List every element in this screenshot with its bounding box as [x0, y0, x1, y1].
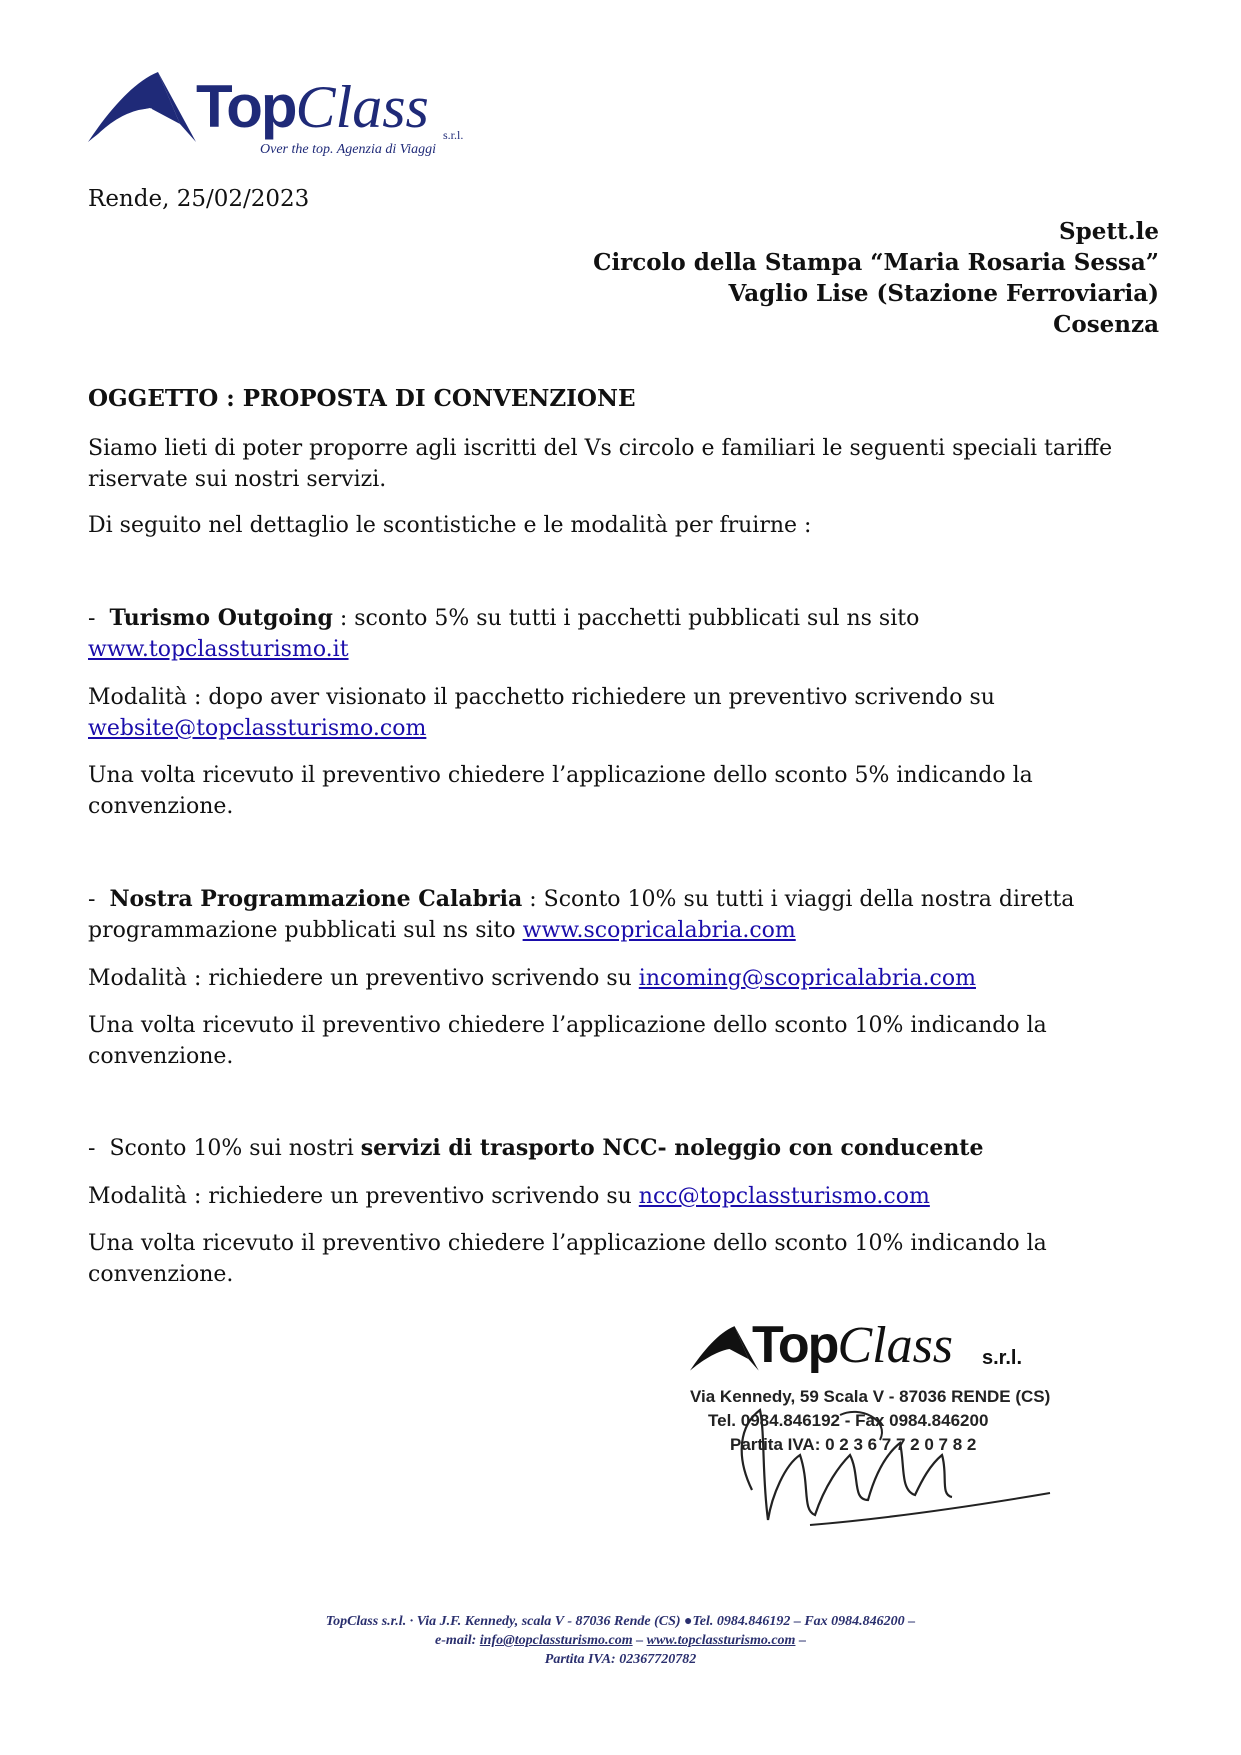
footer-website-link[interactable]: www.topclassturismo.com — [646, 1633, 796, 1648]
stamp-address: Via Kennedy, 59 Scala V - 87036 RENDE (CS) — [690, 1387, 1051, 1406]
company-stamp — [690, 1315, 1070, 1545]
stamp-wordmark: TopClass — [752, 1316, 954, 1374]
offer-note: Una volta ricevuto il preventivo chiedere l’applicazione dello sconto 10% indicando la convenzione. — [88, 1013, 1047, 1069]
topclassturismo-site-link[interactable]: www.topclassturismo.it — [88, 637, 349, 662]
incoming-email-link[interactable]: incoming@scopricalabria.com — [638, 966, 976, 991]
offer-mode: Modalità : richiedere un preventivo scrivendo su incoming@scopricalabria.com — [88, 966, 976, 991]
footer-vat: Partita IVA: 02367720782 — [544, 1652, 697, 1667]
recipient-line: Cosenza — [1053, 311, 1159, 338]
letter-date: Rende, 25/02/2023 — [88, 186, 310, 212]
intro-paragraph: Siamo lieti di poter proporre agli iscritti del Vs circolo e familiari le seguenti speciali tariffe riservate sui nostri servizi. — [88, 436, 1113, 492]
recipient-line: Vaglio Lise (Stazione Ferroviaria) — [728, 280, 1159, 307]
stamp-vat: Partita IVA: 0 2 3 6 7 7 2 0 7 8 2 — [730, 1435, 977, 1454]
offer-note: Una volta ricevuto il preventivo chiedere l’applicazione dello sconto 5% indicando la convenzione. — [88, 763, 1033, 819]
recipient-line: Spett.le — [1059, 218, 1159, 245]
shark-fin-logo-icon — [88, 72, 198, 144]
offer-title: Turismo Outgoing — [109, 605, 333, 631]
footer-contacts: e-mail: info@topclassturismo.com – www.topclassturismo.com – — [435, 1633, 806, 1648]
footer-email-link[interactable]: info@topclassturismo.com — [479, 1633, 633, 1648]
intro-paragraph: Di seguito nel dettaglio le scontistiche e le modalità per fruirne : — [88, 513, 812, 538]
footer-address: TopClass s.r.l. · Via J.F. Kennedy, scala V - 87036 Rende (CS) ●Tel. 0984.846192 – Fax 0984.846200 – — [325, 1614, 916, 1629]
stamp-phone: Tel. 0984.846192 - Fax 0984.846200 — [708, 1411, 989, 1430]
letter-footer — [0, 1612, 1241, 1669]
offer-title: Nostra Programmazione Calabria — [109, 886, 523, 912]
website-email-link[interactable]: website@topclassturismo.com — [88, 716, 427, 741]
stamp-srl: s.r.l. — [982, 1347, 1023, 1369]
logo-wordmark: TopClass — [196, 73, 429, 140]
scopricalabria-site-link[interactable]: www.scopricalabria.com — [522, 918, 796, 943]
offer-mode: Modalità : richiedere un preventivo scrivendo su ncc@topclassturismo.com — [88, 1184, 930, 1209]
offer-outgoing: - Turismo Outgoing : sconto 5% su tutti i pacchetti pubblicati sul ns sito www.topclassturismo.it — [88, 605, 920, 662]
offer-ncc: - Sconto 10% sui nostri servizi di trasporto NCC- noleggio con conducente — [88, 1135, 984, 1161]
handwritten-signature — [690, 1315, 1070, 1545]
company-logo — [88, 72, 478, 164]
ncc-email-link[interactable]: ncc@topclassturismo.com — [638, 1184, 930, 1209]
recipient-line: Circolo della Stampa “Maria Rosaria Sessa” — [593, 249, 1159, 276]
offer-title: servizi di trasporto NCC- noleggio con conducente — [360, 1135, 984, 1161]
recipient-address — [593, 216, 1159, 340]
logo-tagline: Over the top. Agenzia di Viaggi — [260, 142, 437, 157]
letter-subject: OGGETTO : PROPOSTA DI CONVENZIONE — [88, 385, 636, 412]
offer-mode: Modalità : dopo aver visionato il pacchetto richiedere un preventivo scrivendo su website@topclassturismo.com — [88, 685, 995, 741]
offer-calabria: - Nostra Programmazione Calabria : Sconto 10% su tutti i viaggi della nostra diretta programmazione pubblicati sul ns sito www.scopricalabria.com — [88, 886, 1075, 943]
offer-note: Una volta ricevuto il preventivo chiedere l’applicazione dello sconto 10% indicando la convenzione. — [88, 1231, 1047, 1287]
logo-srl: s.r.l. — [443, 128, 464, 142]
